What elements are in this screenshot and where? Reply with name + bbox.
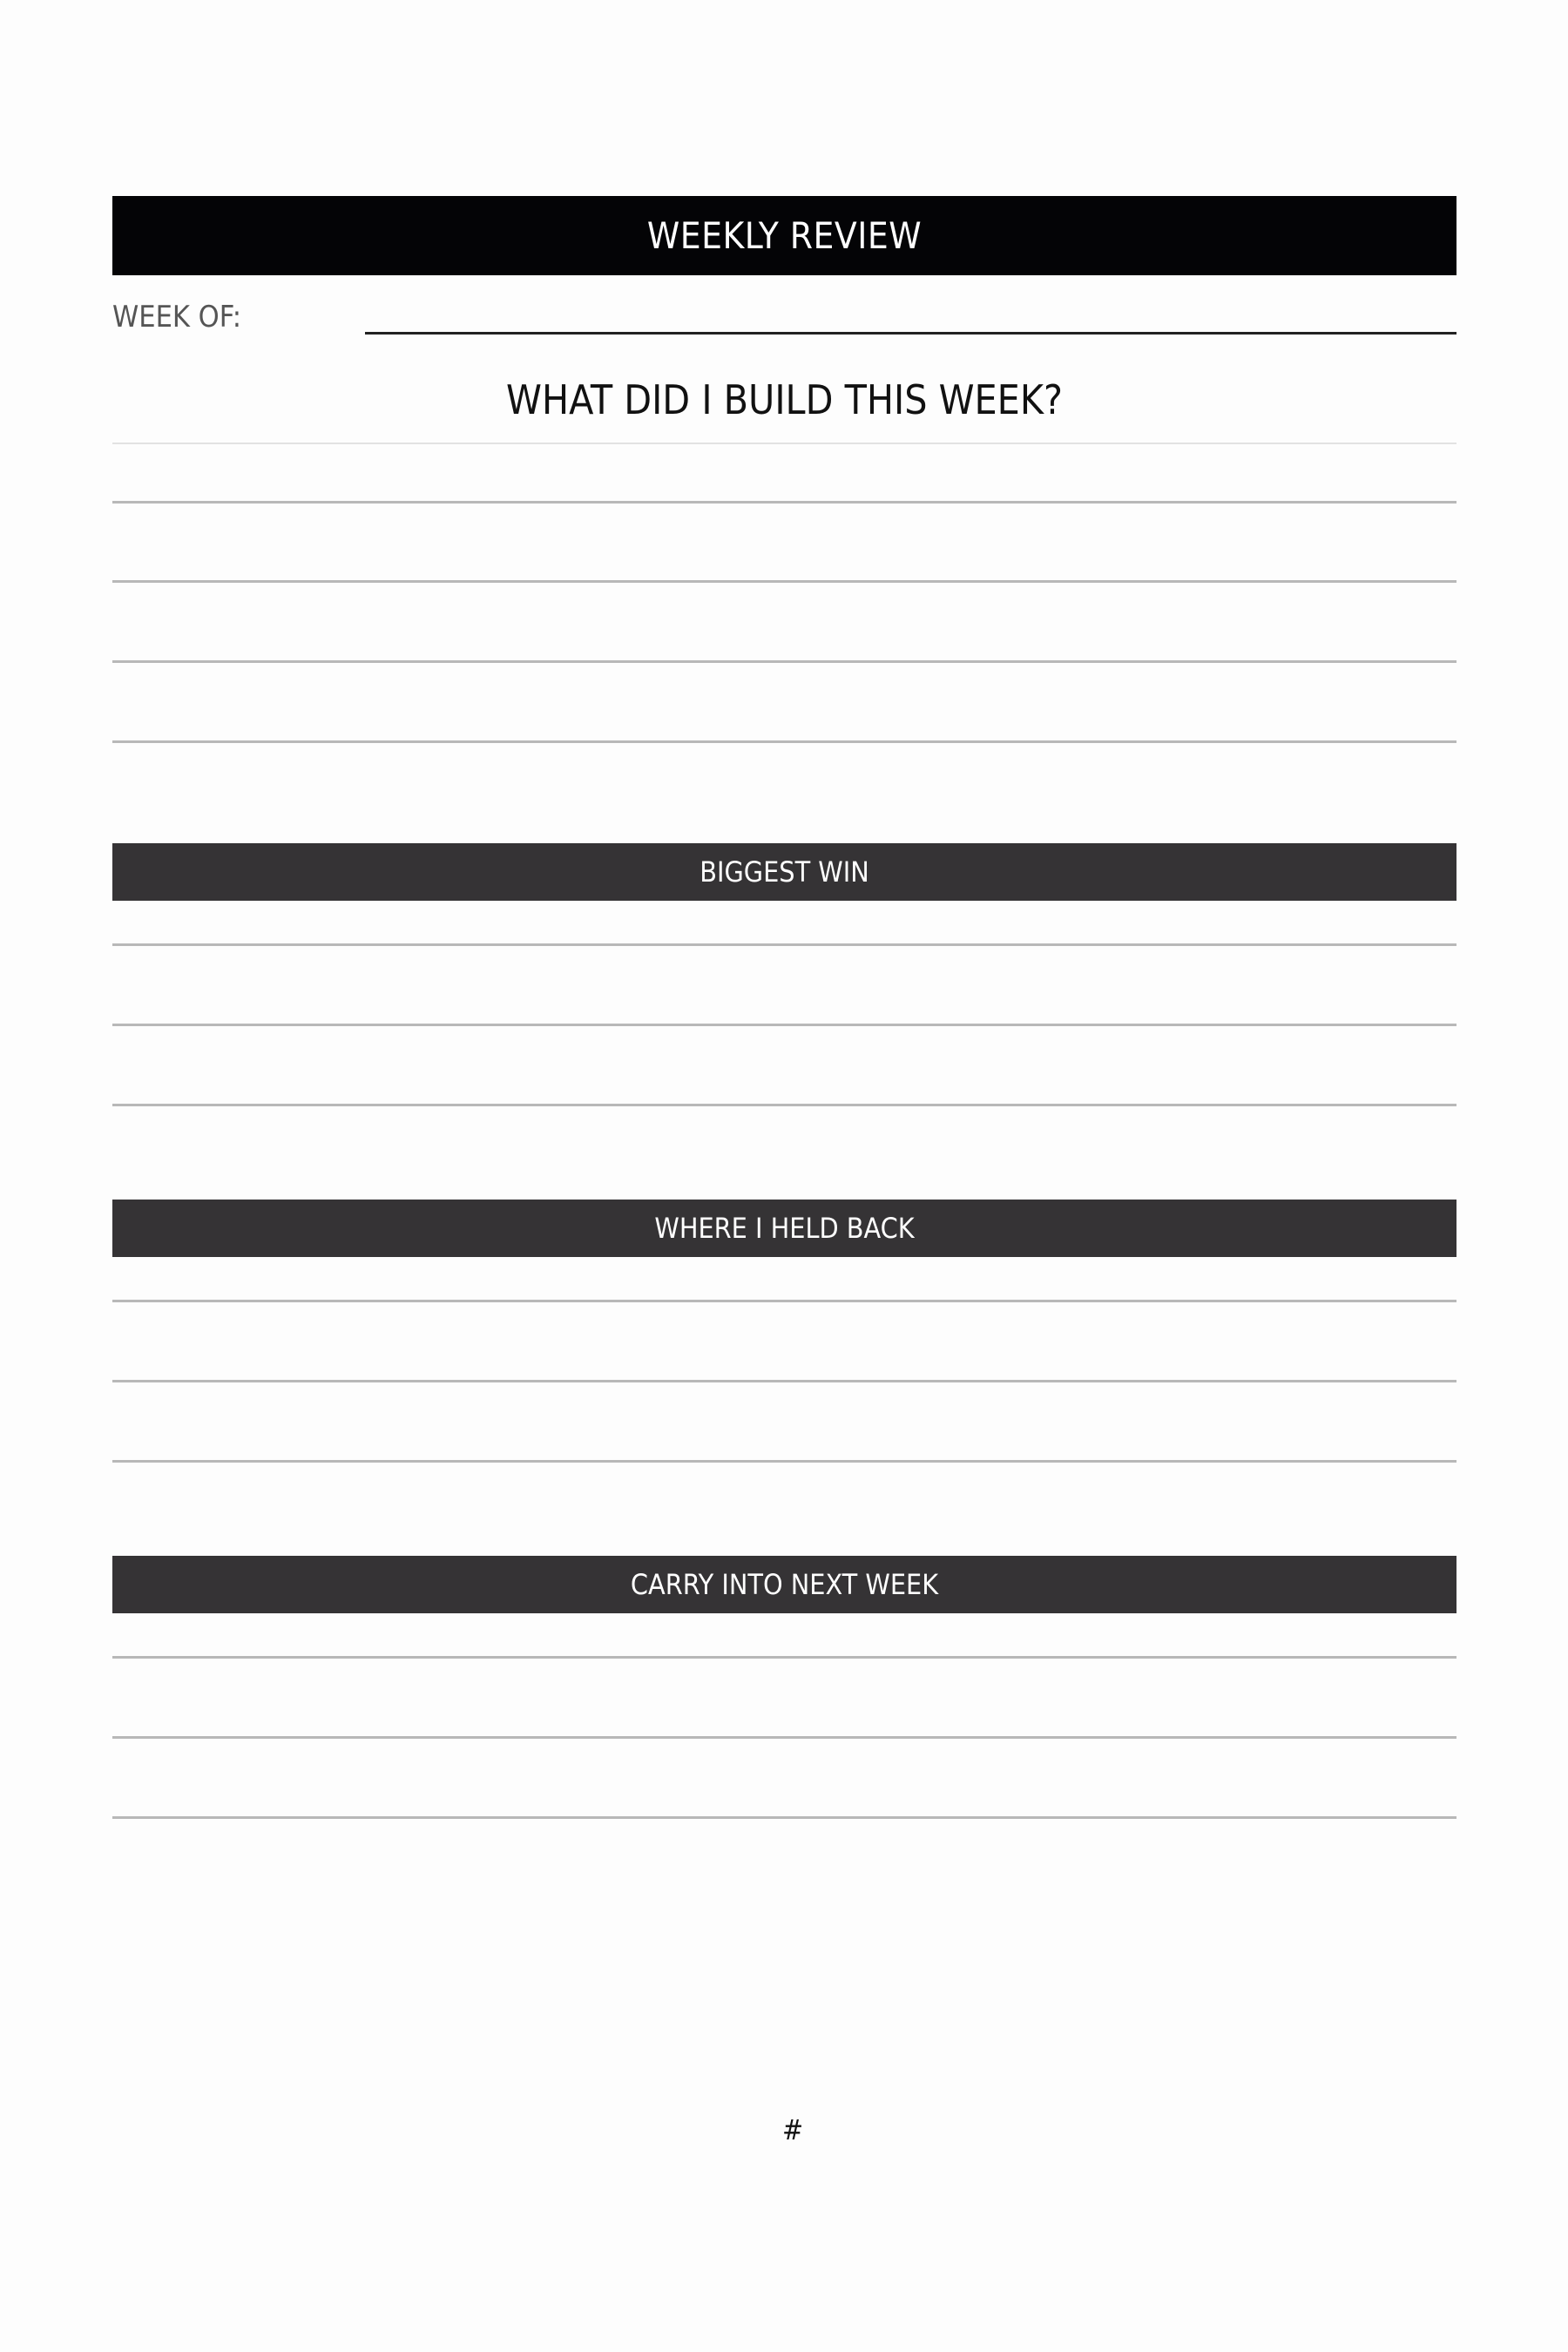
writing-line[interactable]	[112, 1380, 1456, 1382]
writing-line[interactable]	[112, 1816, 1456, 1819]
week-of-row	[112, 298, 1456, 341]
section-bar-carry-into-next-week	[112, 1556, 1456, 1613]
writing-line[interactable]	[112, 660, 1456, 663]
section-bar-where-i-held-back	[112, 1200, 1456, 1257]
writing-line[interactable]	[112, 1736, 1456, 1739]
writing-line[interactable]	[112, 501, 1456, 504]
build-question-heading: WHAT DID I BUILD THIS WEEK?	[506, 376, 1063, 423]
writing-line[interactable]	[112, 1024, 1456, 1026]
section-title: CARRY INTO NEXT WEEK	[630, 1568, 939, 1601]
section-title: BIGGEST WIN	[700, 855, 869, 889]
page-title-bar	[112, 196, 1456, 275]
week-of-field-line[interactable]	[365, 332, 1456, 335]
writing-line[interactable]	[112, 740, 1456, 743]
page-title: WEEKLY REVIEW	[646, 214, 923, 257]
page-number: #	[781, 2113, 804, 2146]
week-of-label: WEEK OF:	[112, 300, 242, 335]
section-title: WHERE I HELD BACK	[654, 1212, 915, 1245]
writing-line[interactable]	[112, 443, 1456, 444]
writing-line[interactable]	[112, 1300, 1456, 1302]
writing-line[interactable]	[112, 1104, 1456, 1106]
writing-line[interactable]	[112, 943, 1456, 946]
section-bar-biggest-win	[112, 843, 1456, 901]
writing-line[interactable]	[112, 580, 1456, 583]
writing-line[interactable]	[112, 1460, 1456, 1463]
writing-line[interactable]	[112, 1656, 1456, 1659]
